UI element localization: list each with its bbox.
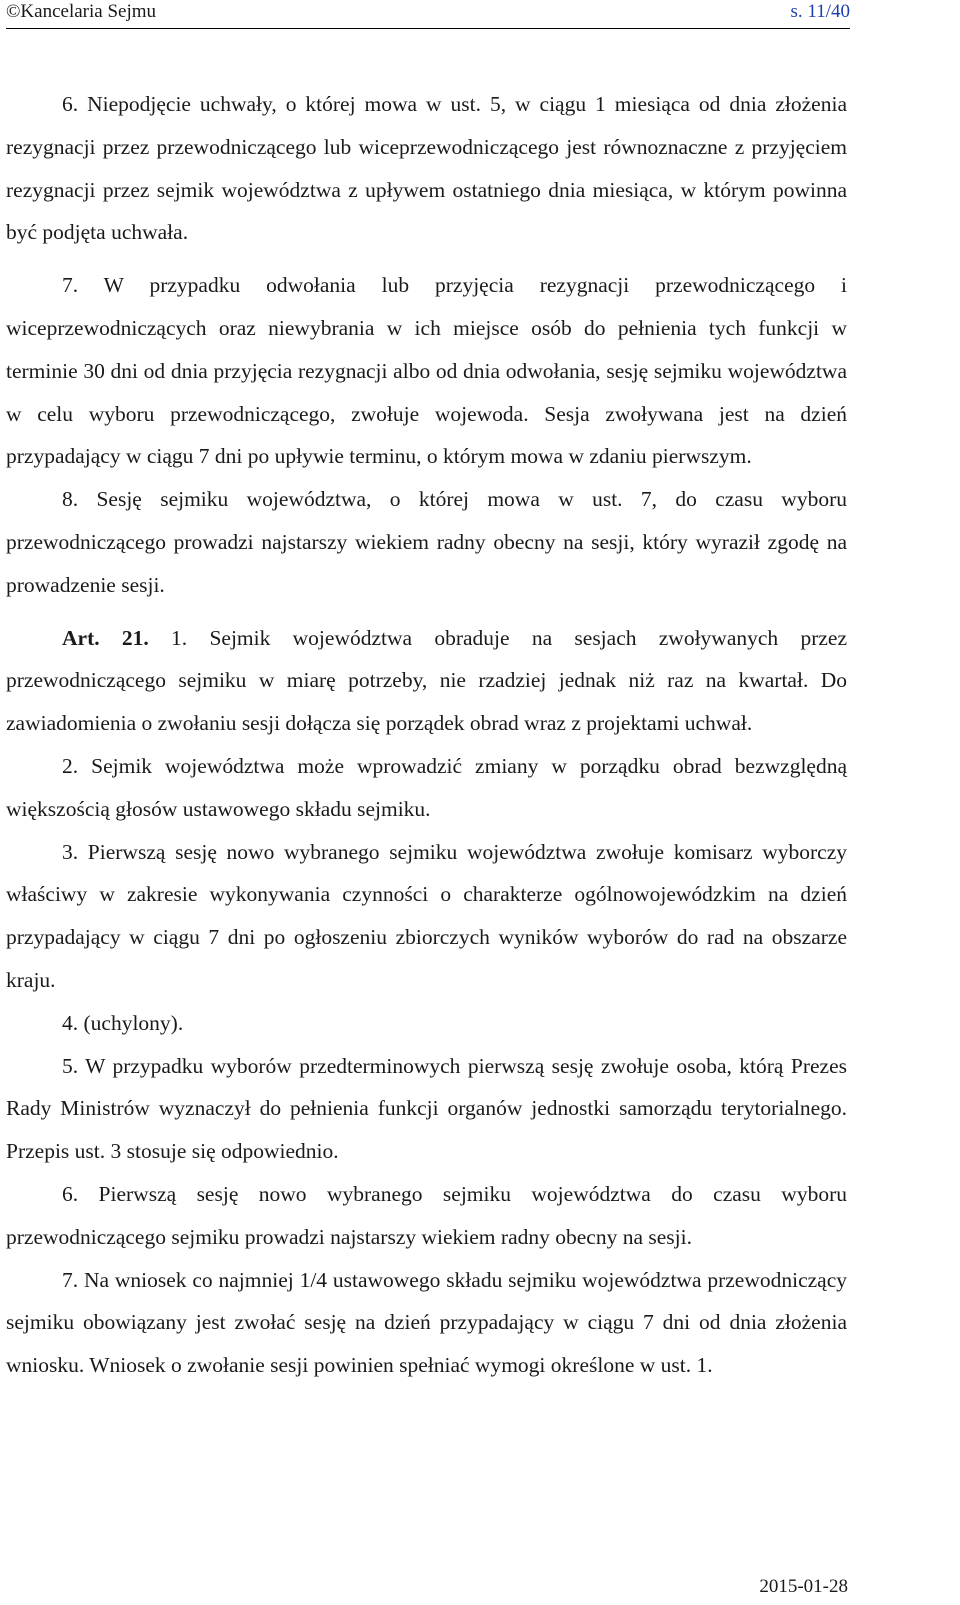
- paragraph-8: 8. Sesję sejmiku województwa, o której mowa w ust. 7, do czasu wyboru przewodniczącego prowadzi najstarszy wiekiem radny obecny na sesji, który wyraził zgodę na prowadzenie sesji.: [6, 487, 847, 597]
- article-21-paragraph-1-text: 1. Sejmik województwa obraduje na sesjach zwoływanych przez przewodniczącego sejmiku w miarę potrzeby, nie rzadziej jednak niż raz na kwartał. Do zawiadomienia o zwołaniu sesji dołącza się porządek obrad wraz z projektami uchwał.: [6, 625, 847, 736]
- header-copyright: ©Kancelaria Sejmu: [6, 1, 157, 22]
- article-21-paragraph-6: 6. Pierwszą sesję nowo wybranego sejmiku województwa do czasu wyboru przewodniczącego sejmiku prowadzi najstarszy wiekiem radny obecny na sesji.: [6, 1181, 847, 1249]
- header-page-number: s. 11/40: [790, 1, 850, 22]
- paragraph-7: 7. W przypadku odwołania lub przyjęcia rezygnacji przewodniczącego i wiceprzewodniczących oraz niewybrania w ich miejsce osób do pełnienia tych funkcji w terminie 30 dni od dnia przyjęcia rezygnacji albo od dnia odwołania, sesję sejmiku województwa w celu wyboru przewodniczącego, zwołuje wojewoda. Sesja zwoływana jest na dzień przypadający w ciągu 7 dni po upływie terminu, o którym mowa w zdaniu pierwszym.: [6, 273, 847, 469]
- footer-date: 2015-01-28: [759, 1576, 848, 1597]
- article-21-paragraph-7: 7. Na wniosek co najmniej 1/4 ustawowego składu sejmiku województwa przewodniczący sejmiku obowiązany jest zwołać sesję na dzień przypadający w ciągu 7 dni od dnia złożenia wniosku. Wniosek o zwołanie sesji powinien spełniać wymogi określone w ust. 1.: [6, 1267, 847, 1378]
- page-header: [6, 0, 850, 29]
- paragraph-6: 6. Niepodjęcie uchwały, o której mowa w ust. 5, w ciągu 1 miesiąca od dnia złożenia rezygnacji przez przewodniczącego lub wiceprzewodniczącego jest równoznaczne z przyjęciem rezygnacji przez sejmik województwa z upływem ostatniego dnia miesiąca, w którym powinna być podjęta uchwała.: [6, 92, 847, 245]
- article-21-paragraph-3: 3. Pierwszą sesję nowo wybranego sejmiku województwa zwołuje komisarz wyborczy właściwy w zakresie wykonywania czynności o charakterze ogólnowojewódzkim na dzień przypadający w ciągu 7 dni po ogłoszeniu zbiorczych wyników wyborów do rad na obszarze kraju.: [6, 839, 847, 992]
- article-21-paragraph-4: 4. (uchylony).: [62, 1010, 184, 1035]
- document-body: [6, 83, 847, 1387]
- article-21-paragraph-5: 5. W przypadku wyborów przedterminowych pierwszą sesję zwołuje osoba, którą Prezes Rady Ministrów wyznaczył do pełnienia funkcji organów jednostki samorządu terytorialnego. Przepis ust. 3 stosuje się odpowiednio.: [6, 1053, 847, 1164]
- article-21-paragraph-2: 2. Sejmik województwa może wprowadzić zmiany w porządku obrad bezwzględną większością głosów ustawowego składu sejmiku.: [6, 753, 847, 821]
- article-21-paragraph-1: [6, 617, 847, 745]
- article-number: Art. 21.: [62, 625, 149, 650]
